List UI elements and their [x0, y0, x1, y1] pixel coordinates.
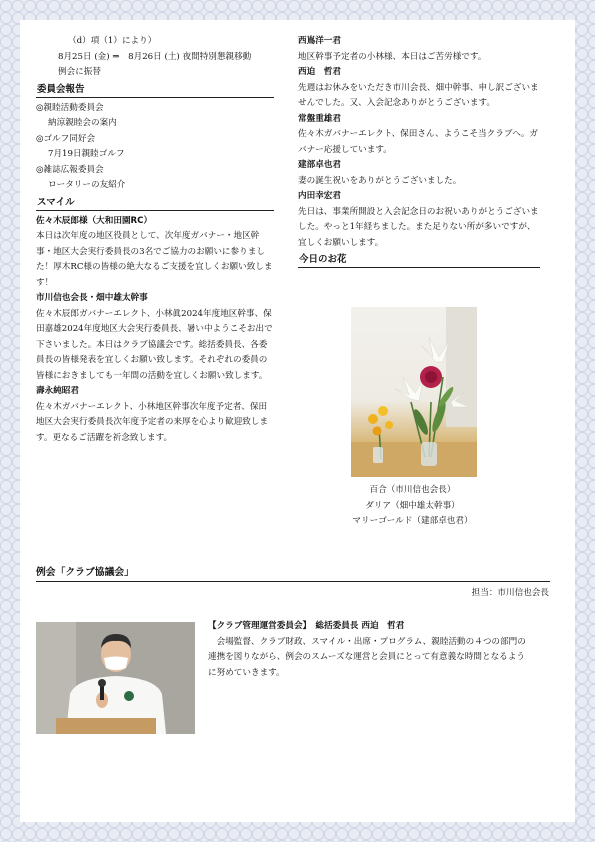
- schedule-line-2: 8月25日 (金) ⇒ 8月26日 (土) 夜間特別懇親移動: [58, 51, 252, 62]
- reikai-heading: 例会「クラブ協議会」: [36, 565, 550, 582]
- flowers-heading: 今日のお花: [298, 253, 540, 268]
- committee-item-name: ◎雑誌広報委員会: [36, 164, 104, 175]
- smile-entry-name: 西嶌洋一君: [298, 36, 341, 46]
- smile-entry-text: 佐々木ガバナーエレクト、保田さん、ようこそ当クラブへ。ガバナー応援しています。: [298, 129, 539, 155]
- right-column: [298, 34, 540, 271]
- flower-arrangement-photo: [351, 307, 477, 477]
- smile-entry-name: 西迫 哲君: [298, 67, 341, 77]
- speaker-illustration: [36, 622, 195, 734]
- smile-entry-text: 先日は、事業所開設と入会記念日のお祝いありがとうございました。やっと1年経ちました。また足りない所が多いですが、宜しくお願いします。: [298, 206, 539, 248]
- flower-caption-line: ダリア（畑中雄太幹事）: [365, 500, 460, 511]
- page: [20, 20, 575, 822]
- flower-caption-line: マリーゴールド（建部卓也君）: [352, 516, 473, 526]
- smile-entry-text: 本日は次年度の地区役員として、次年度ガバナー・地区幹事・地区大会実行委員長の3名でご協力のお願いに参りました！厚木RC様の皆様の絶大なるご支援を宜しくお願い致します！: [36, 231, 273, 288]
- smile-entry-text: 地区幹事予定者の小林様、本日はご苦労様です。: [298, 51, 487, 62]
- speaker-photo: [36, 622, 195, 734]
- smile-entry-text: 佐々木辰郎ガバナーエレクト、小林眞2024年度地区幹事、保田嘉雄2024年度地区大会実行委員長、暑い中ようこそお出で下さいました。本日はクラブ協議会です。総括委員長、各委員長の皆様発表を宜しくお願い致します。それぞれの委員の皆様におきましても一年間の活動を宜しくお願い致します。: [36, 308, 273, 381]
- smile-entry-name: 市川信也会長・畑中雄太幹事: [36, 293, 148, 303]
- smile-entry-text: 佐々木ガバナーエレクト、小林地区幹事次年度予定者、保田地区大会実行委員長次年度予定者の来厚を心より歓迎致します。更なるご活躍を祈念致します。: [36, 401, 269, 443]
- schedule-line-3: 例会に振替: [58, 67, 101, 77]
- speaker-title: 【クラブ管理運営委員会】 総括委員長 西迫 哲君: [208, 621, 405, 631]
- committee-item-detail: 7月19日親睦ゴルフ: [48, 149, 125, 159]
- reikai-tanto: 担当：市川信也会長: [471, 588, 549, 598]
- committee-item-name: ◎親睦活動委員会: [36, 102, 104, 113]
- flower-caption-line: 百合（市川信也会長）: [369, 485, 456, 495]
- committee-item-detail: ロータリーの友紹介: [48, 180, 126, 190]
- flower-illustration: [351, 307, 477, 477]
- flower-caption: [320, 483, 505, 530]
- committee-heading: 委員会報告: [36, 83, 274, 98]
- smile-entry-name: 建部卓也君: [298, 160, 341, 170]
- schedule-line-1: （d）項（1）により）: [68, 36, 157, 46]
- speaker-text: 会場監督、クラブ財政、スマイル・出席・プログラム、親睦活動の４つの部門の連携を図りながら、例会のスムーズな運営と会員にとって有意義な時間となるように努めていきます。: [208, 636, 526, 678]
- smile-entry-name: 内田幸宏君: [298, 191, 341, 201]
- left-column: [36, 34, 274, 446]
- committee-item-name: ◎ゴルフ同好会: [36, 133, 96, 144]
- smile-entry-text: 妻の誕生祝いをありがとうございました。: [298, 175, 462, 186]
- smile-entry-name: 常盤重雄君: [298, 113, 341, 124]
- speech-block: [208, 619, 532, 681]
- smile-entry-name: 壽永純昭君: [36, 386, 79, 396]
- committee-item-detail: 納涼親睦会の案内: [48, 118, 117, 128]
- smile-heading: スマイル: [36, 196, 274, 211]
- smile-entry-name: 佐々木辰郎様（大和田園RC）: [36, 215, 153, 226]
- smile-entry-text: 先週はお休みをいただき市川会長、畑中幹事、申し訳ございませんでした。又、入会記念ありがとうございます。: [298, 82, 539, 108]
